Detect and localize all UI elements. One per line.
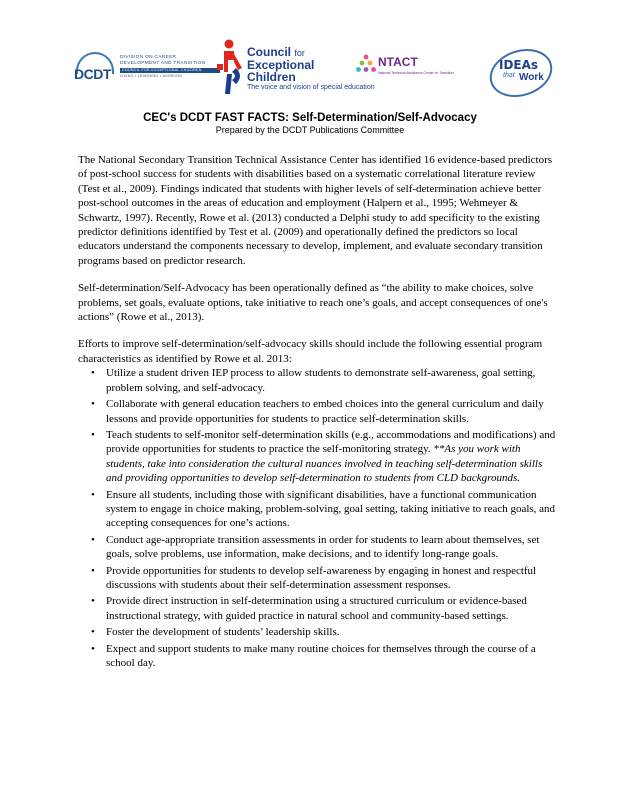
cec-tagline: The voice and vision of special education [247, 84, 375, 91]
ntact-logo [356, 54, 466, 84]
ntact-subtitle: National Technical Assistance Center on Transition [378, 71, 455, 75]
logo-row [0, 36, 620, 106]
bullet-icon: • [91, 488, 95, 501]
list-item [78, 594, 556, 623]
cec-figure-icon [214, 38, 248, 98]
dcdt-bar: COUNCIL FOR EXCEPTIONAL CHILDREN [120, 68, 220, 73]
ideas-word-1: IDEAs [499, 58, 539, 72]
dcdt-logo [72, 52, 222, 92]
list-item-text: Expect and support students to make many routine choices for themselves through the course of a school day. [106, 642, 536, 669]
list-item [78, 564, 556, 593]
list-item [78, 625, 556, 639]
list-item [78, 428, 556, 486]
list-item-text: Teach students to self-monitor self-determination skills (e.g., accommodations and modifications) and provide opportunities for students to practice the self-monitoring strategy. [106, 428, 556, 456]
dcdt-line-1: DIVISION ON CAREER [120, 55, 177, 60]
list-item-text: Collaborate with general education teachers to embed choices into the general curriculum and daily lessons and provide opportunities for students to practice self-determination skills. [106, 398, 544, 425]
list-item-text: Utilize a student driven IEP process to allow students to demonstrate self-awareness, goal setting, problem solving, and self-advocacy. [106, 367, 536, 394]
page-subtitle: Prepared by the DCDT Publications Committee [215, 125, 405, 135]
ntact-name: NTACT [378, 55, 418, 69]
bullet-icon: • [91, 367, 95, 380]
cec-title [247, 46, 314, 83]
document-body [78, 153, 556, 672]
list-item-text: Provide opportunities for students to develop self-awareness by engaging in honest and respectful discussions with students about their self-determination assessment responses. [106, 564, 537, 591]
cec-line-3: Children [247, 70, 296, 84]
bullet-icon: • [91, 642, 95, 655]
paragraph-intro: The National Secondary Transition Technical Assistance Center has identified 16 evidence-based predictors of post-school success for students with disabilities based on a systematic correlational literature review (Test et al., 2009). Findings indicated that students with higher levels of self-determination achieve better post-school outcomes in the areas of education and employment (Halpern et al., 1995; Wehmeyer & Schwartz, 1997). Recently, Rowe et al. (2013) conducted a Delphi study to add specificity to the existing predictor definitions identified by Test et al. (2009) and operationally defined the predictors so local educators understand the components necessary to develop, implement, and evaluate secondary transition programs based on predictor research. [78, 154, 553, 267]
list-item-text: Provide direct instruction in self-determination using a structured curriculum or evidence-based instructional strategy, with guided practice in natural school and community-based settings. [106, 595, 527, 622]
dcdt-text-block [120, 55, 220, 79]
dcdt-acronym: DCDT [74, 66, 111, 82]
cec-line-1: Council [247, 45, 291, 59]
bullet-icon: • [91, 398, 95, 411]
bullet-icon: • [91, 595, 95, 608]
bullet-icon: • [91, 533, 95, 546]
bullet-icon: • [91, 564, 95, 577]
bullet-icon: • [91, 626, 95, 639]
paragraph-definition: Self-determination/Self-Advocacy has been operationally defined as “the ability to make choices, solve problems, set goals, evaluate options, take initiative to reach one’s goals, and accept consequences of one's actions” (Rowe et al., 2013). [78, 282, 548, 324]
list-item [78, 366, 556, 395]
ideas-logo [489, 50, 553, 98]
dcdt-line-2: DEVELOPMENT AND TRANSITION [120, 61, 206, 66]
cultural-note: **As you work with students, take into consideration the cultural nuances involved in teaching self-determination skills and providing opportunities to develop self-determination to students from CLD backgrounds. [106, 443, 543, 485]
list-item-text: Ensure all students, including those with significant disabilities, have a functional communication system to engage in choice making, problem-solving, goal setting, taking initiative to reach goals, and accepting consequences for one’s actions. [106, 488, 556, 530]
bullet-icon: • [91, 428, 95, 441]
list-item [78, 642, 556, 671]
dcdt-line-3: LIVING • LEARNING • WORKING [120, 74, 183, 78]
ideas-word-3: Work [519, 72, 544, 83]
characteristics-list [78, 366, 556, 670]
cec-line-2: Exceptional [247, 58, 315, 72]
cec-line-1-small: for [294, 48, 305, 58]
list-item-text: Conduct age-appropriate transition assessments in order for students to learn about themselves, set goals, solve problems, use information, make decisions, and to identify long-range goals. [106, 533, 540, 561]
ntact-triangle-icon [356, 54, 376, 74]
paragraph-list-intro: Efforts to improve self-determination/self-advocacy skills should include the following essential program characteristics as identified by Rowe et al. 2013: [78, 338, 543, 365]
page-title: CEC's DCDT FAST FACTS: Self-Determination/Self-Advocacy [143, 112, 477, 124]
list-item-text: Foster the development of students’ leadership skills. [106, 626, 340, 639]
dcdt-mark [72, 52, 118, 92]
list-item [78, 397, 556, 426]
list-item [78, 533, 556, 562]
list-item [78, 488, 556, 531]
ideas-word-2: that [503, 72, 515, 79]
